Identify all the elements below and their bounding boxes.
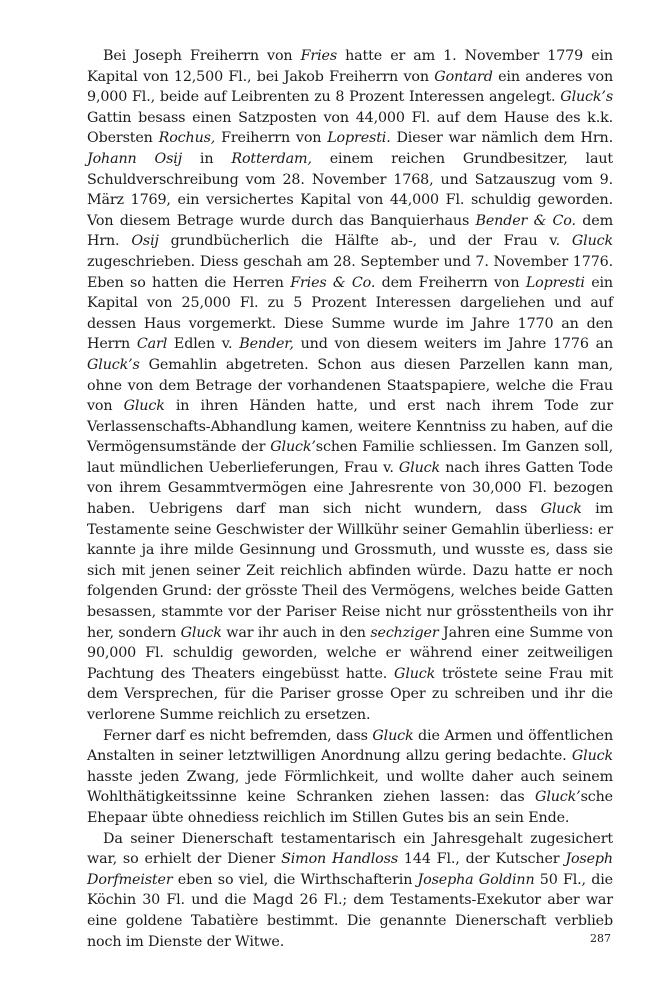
text-run: Bei Joseph Freiherrn von — [103, 48, 301, 64]
italic-run: Gluck’ — [270, 439, 316, 456]
text-run: hasste jeden Zwang, jede Förmlichkeit, und wollte daher auch seinem Wohlthätigkeitssinne keine Schranken ziehen lassen: das — [87, 768, 613, 806]
text-run: ein anderes von 9,000 Fl., beide auf Leibrenten zu 8 Prozent Interessen angelegt. — [87, 68, 614, 106]
italic-run: Gluck — [571, 748, 613, 765]
text-run: die Armen und öffentlichen Anstalten in seiner letztwilligen Anordnung allzu gering bedachte. — [87, 727, 613, 765]
text-run: Gattin besass einen Satzposten von 44,000 Fl. auf dem Hause des k.k. Obersten — [87, 109, 613, 147]
italic-run: Johann Osij — [87, 150, 182, 167]
text-run: im Testamente seine Geschwister der Willkühr seiner Gemahlin überliess: er kannte ja ihre milde Gesinnung und Grossmuth, und wusste es, dass sie sich mit jenen seiner Zeit reichlich abfinden würde. Dazu hatte er noch folgenden Grund: der grösste Theil des Vermögens, welches beide Gatten besassen, stammte vor der Pariser Reise nicht nur grösstentheils von ihr her, sondern — [87, 501, 613, 641]
text-run: und von diesem weiters im Jahre 1776 an — [293, 336, 613, 353]
page-body — [87, 46, 613, 952]
text-run: schen Familie schliessen. Im Ganzen soll, laut mündlichen Ueberlieferungen, Frau v. — [87, 439, 613, 476]
italic-run: Simon Handloss — [281, 851, 399, 868]
text-run: zugeschrieben. Diess geschah am 28. September und 7. November 1776. Eben so hatten die Herren — [87, 253, 613, 291]
text-run: grundbücherlich die Hälfte ab-, und der Frau v. — [158, 233, 572, 250]
italic-run: Josepha Goldinn — [417, 871, 535, 888]
italic-run: Gluck — [394, 665, 436, 682]
italic-run: Rotterdam, — [231, 150, 312, 167]
text-run: Ferner darf es nicht befremden, dass — [103, 727, 373, 744]
italic-run: Fries — [300, 48, 337, 64]
text-run: Edlen v. — [167, 336, 240, 353]
paragraph-2 — [87, 726, 613, 829]
italic-run: Gluck — [398, 459, 441, 476]
italic-run: Lopresti — [525, 274, 585, 291]
text-run: eben so viel, die Wirthschafterin — [172, 871, 418, 888]
text-run: Dieser war nämlich dem Hrn. — [390, 130, 614, 147]
italic-run: Gontard — [434, 68, 493, 85]
text-run: hatte er am 1. November 1779 ein Kapital von 12,500 Fl., bei Jakob Freiherrn von — [87, 48, 613, 85]
italic-run: Bender & Co. — [475, 212, 576, 229]
page-number: 287 — [590, 932, 611, 945]
text-run: in — [182, 150, 232, 167]
text-run: ein Kapital von 25,000 Fl. zu 5 Prozent Interessen dargeliehen und auf dessen Haus vorgemerkt. Diese Summe wurde im Jahre 1770 an den Herrn — [87, 274, 613, 353]
text-run: einem reichen Grundbesitzer, laut Schuldverschreibung vom 28. November 1768, und Satzauszug vom 9. März 1769, ein versichertes Kapital von 44,000 Fl. schuldig geworden. Von diesem Betrage wurde durch das Banquierhaus — [87, 150, 613, 229]
text-run: dem Freiherrn von — [375, 274, 526, 291]
italic-run: Gluck — [540, 501, 582, 518]
text-run: Jahren eine Summe von 90,000 Fl. schuldig geworden, welche er während einer zeitweiligen Pachtung des Theaters eingebüsst hatte. — [87, 624, 614, 682]
italic-run: Gluck — [123, 398, 165, 415]
text-run: 144 Fl., der Kutscher — [398, 851, 566, 868]
text-run: war ihr auch in den — [221, 624, 371, 641]
italic-run: Bender, — [239, 336, 294, 353]
italic-run: Fries & Co. — [290, 274, 376, 291]
text-run: sche Ehepaar übte ohnediess reichlich im Stillen Gutes bis an sein Ende. — [87, 789, 613, 826]
italic-run: sechziger — [370, 624, 439, 641]
italic-run: Gluck — [180, 624, 222, 641]
paragraph-3 — [87, 829, 613, 953]
italic-run: Osij — [131, 233, 159, 250]
italic-run: Rochus, — [158, 130, 216, 147]
text-run: Freiherrn von — [215, 130, 328, 147]
italic-run: Gluck’ — [535, 789, 581, 806]
text-run: nach ihres Gatten Tode von ihrem Gesammtvermögen eine Jahresrente von 30,000 Fl. bezogen haben. Uebrigens darf man sich nicht wundern, dass — [87, 459, 613, 518]
paragraph-1 — [87, 46, 613, 726]
italic-run: Gluck’s — [87, 356, 140, 373]
italic-run: Gluck — [571, 233, 614, 250]
italic-run: Gluck’s — [560, 89, 613, 106]
text-run: dem Hrn. — [87, 212, 614, 250]
text-run: 50 Fl., die Köchin 30 Fl. und die Magd 26 Fl.; dem Testaments-Exekutor aber war eine goldene Tabatière bestimmt. Die genannte Dienerschaft verblieb noch im Dienste der Witwe. — [87, 871, 613, 950]
italic-run: Gluck — [372, 727, 414, 744]
text-run: tröstete seine Frau mit dem Versprechen, für die Pariser grosse Oper zu schreiben und ihr die verlorene Summe reichlich zu ersetzen. — [87, 665, 613, 723]
italic-run: Lopresti. — [327, 130, 391, 147]
text-run: Gemahlin abgetreten. Schon aus diesen Parzellen kann man, ohne von dem Betrage der vorhandenen Staatspapiere, welche die Frau von — [87, 356, 613, 415]
italic-run: Carl — [136, 336, 168, 353]
text-run: in ihren Händen hatte, und erst nach ihrem Tode zur Verlassenschafts-Abhandlung kamen, weitere Kenntniss zu haben, auf die Vermögensumstände der — [87, 398, 614, 456]
text-run: Da seiner Dienerschaft testamentarisch ein Jahresgehalt zugesichert war, so erhielt der Diener — [87, 830, 613, 868]
italic-run: Joseph Dorfmeister — [87, 851, 613, 888]
